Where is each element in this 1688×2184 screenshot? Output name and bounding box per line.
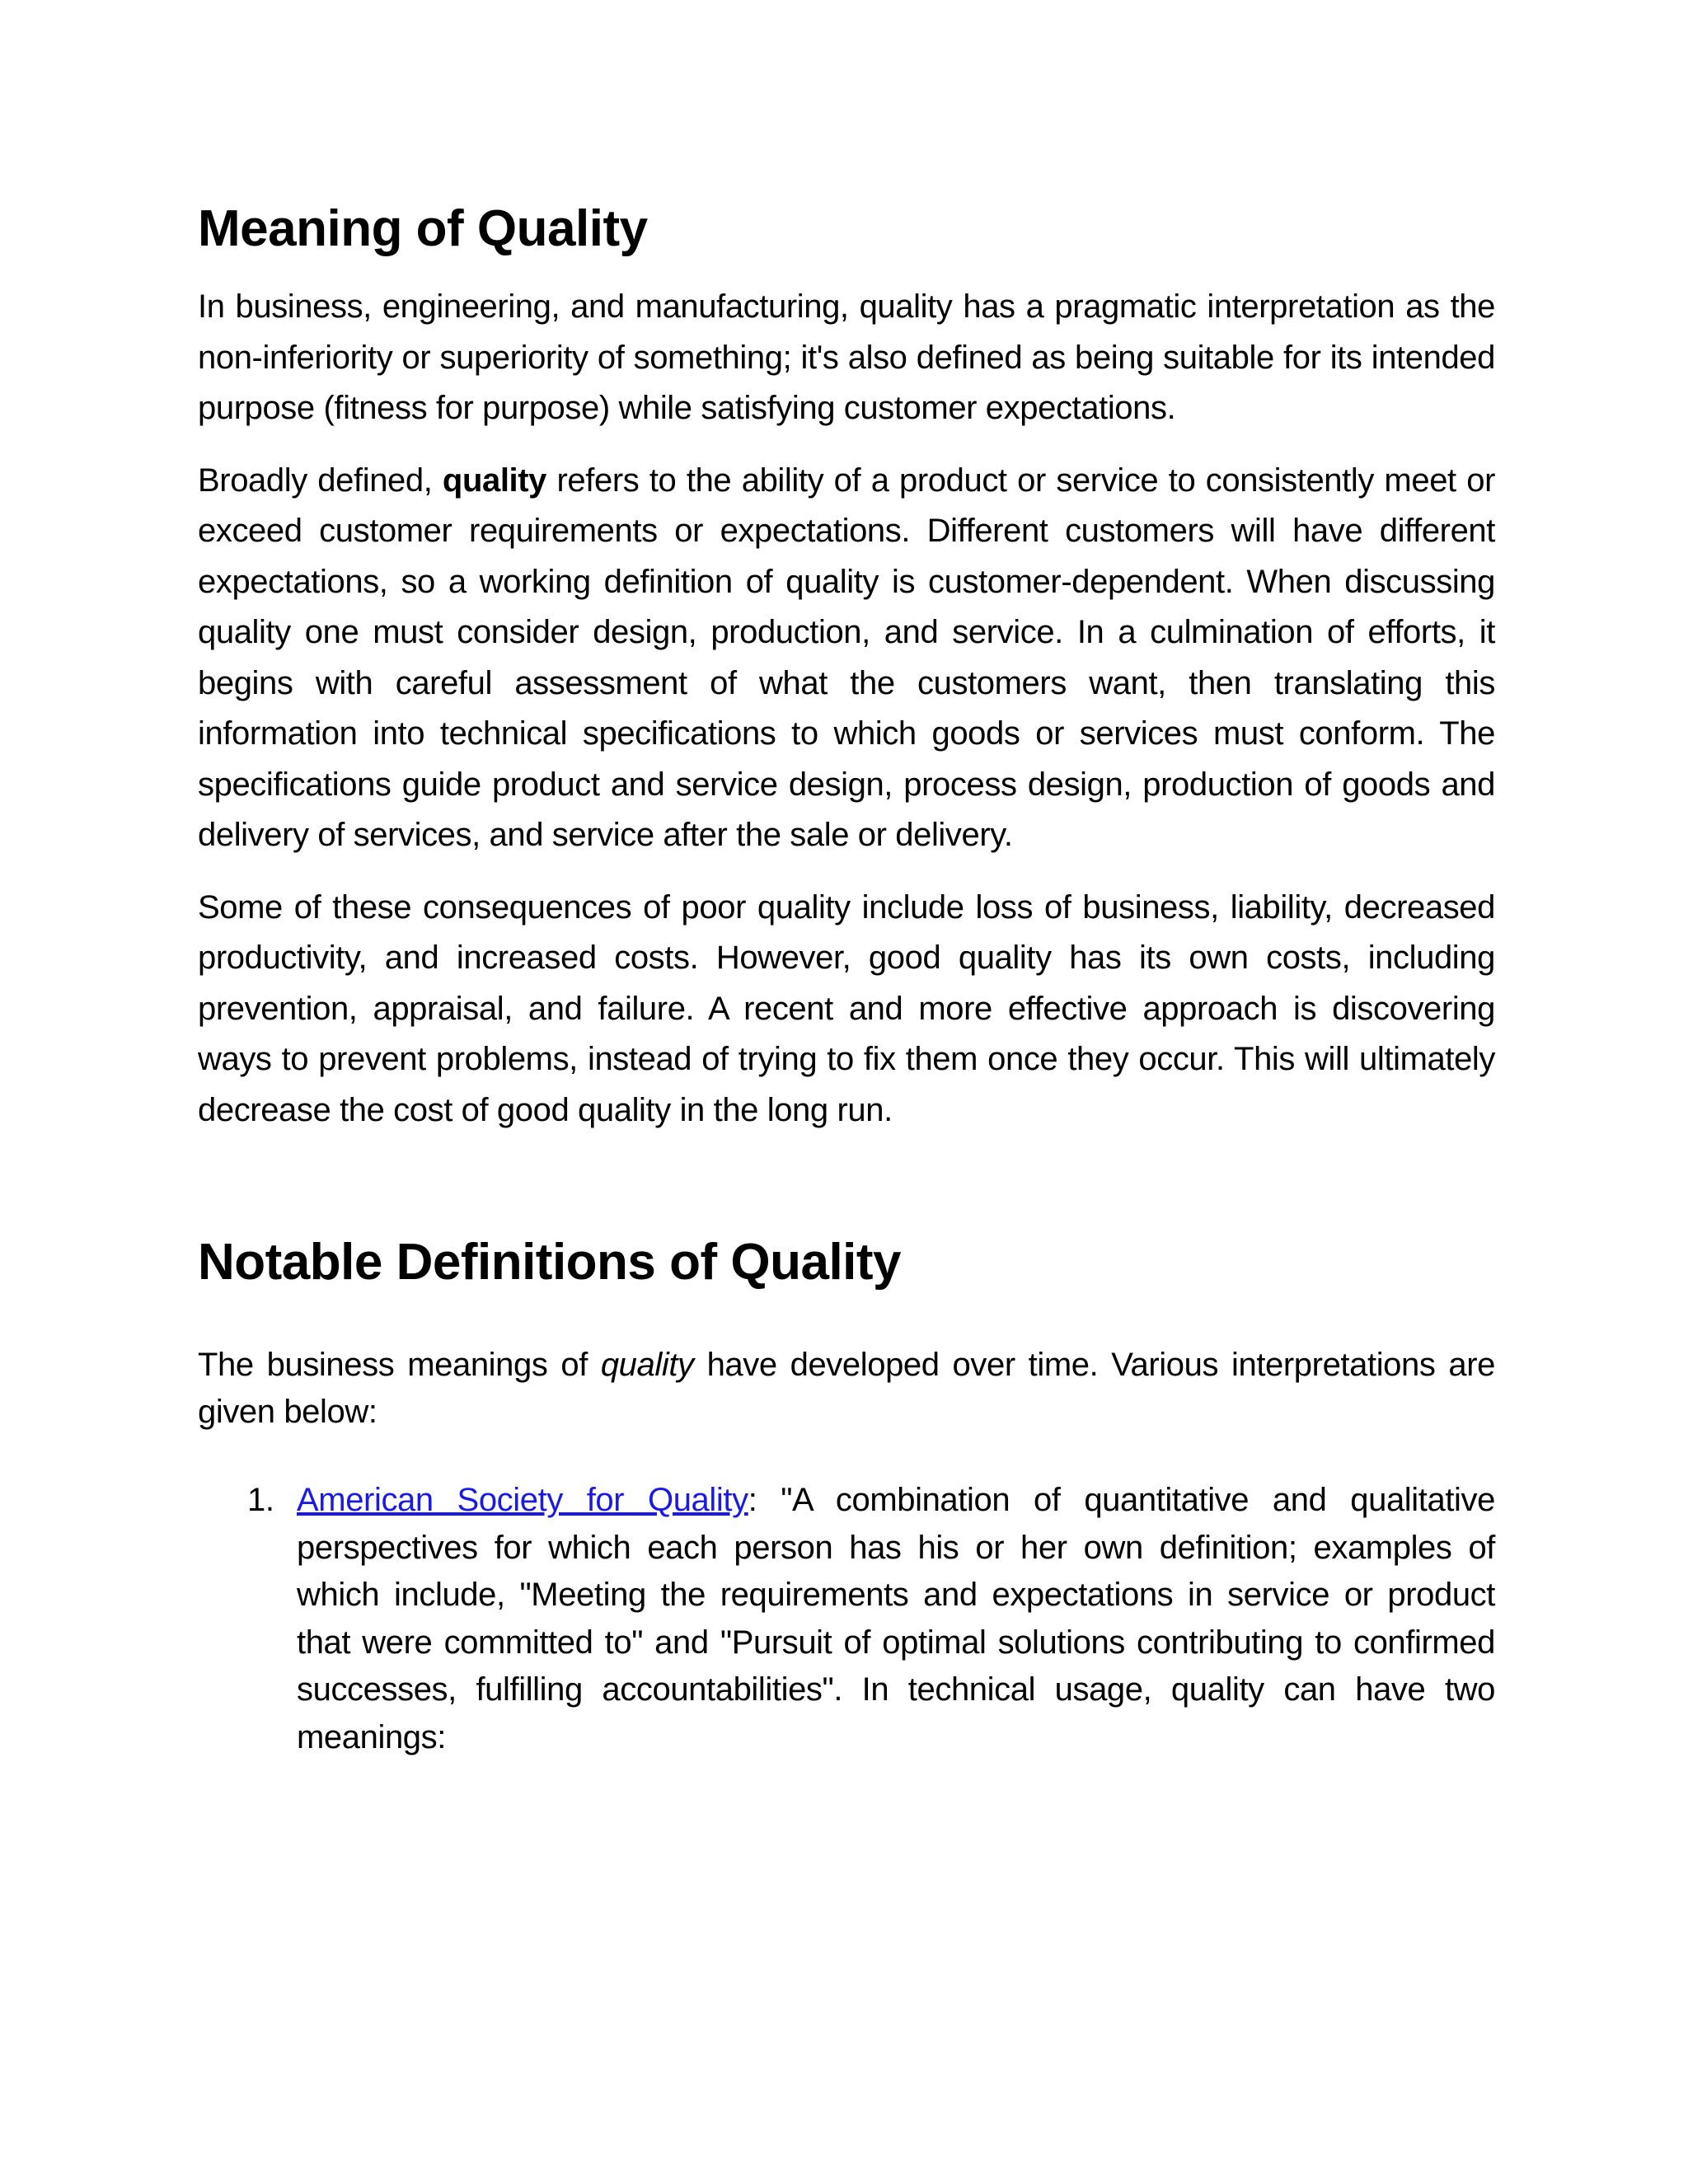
paragraph-body-text: refers to the ability of a product or service to consistently meet or exceed customer requirements or expectations. Different customers will have different expectations, so a working definition of quality is customer-dependent. When discussing quality one must consider design, production, and service. In a culmination of efforts, it begins with careful assessment of what the customers want, then translating this information into technical specifications to which goods or services must conform. The specifications guide product and service design, process design, production of goods and delivery of services, and service after the sale or delivery. xyxy=(198,462,1495,853)
intro-lead-text: The business meanings of xyxy=(198,1347,601,1383)
paragraph-broadly-defined xyxy=(198,456,1495,861)
list-item xyxy=(198,1477,1495,1761)
paragraph-business-meanings xyxy=(198,1342,1495,1436)
paragraph-consequences: Some of these consequences of poor quality include loss of business, liability, decreased productivity, and increased costs. However, good quality has its own costs, including prevention, appraisal, and failure. A recent and more effective approach is discovering ways to prevent problems, instead of trying to fix them once they occur. This will ultimately decrease the cost of good quality in the long run. xyxy=(198,888,1495,1128)
paragraph-lead-text: Broadly defined, xyxy=(198,462,443,499)
bold-term-quality: quality xyxy=(442,462,547,499)
link-american-society-for-quality[interactable]: American Society for Quality xyxy=(297,1482,748,1518)
document-page xyxy=(198,198,1495,1761)
list-item-text: : "A combination of quantitative and qualitative perspectives for which each person has his or her own definition; examples of which include, "Meeting the requirements and expectations in service or product that were committed to" and "Pursuit of optimal solutions contributing to confirmed successes, fulfilling accountabilities". In technical usage, quality can have two meanings: xyxy=(297,1482,1495,1755)
intro-rest-text: have developed over time. Various interpretations are given below: xyxy=(198,1347,1495,1430)
italic-term-quality: quality xyxy=(600,1347,694,1383)
heading-notable-definitions: Notable Definitions of Quality xyxy=(198,1234,902,1291)
paragraph-pragmatic-interpretation: In business, engineering, and manufacturing, quality has a pragmatic interpretation as the non-inferiority or superiority of something; it's also defined as being suitable for its intended purpose (fitness for purpose) while satisfying customer expectations. xyxy=(198,288,1495,426)
definitions-list xyxy=(198,1477,1495,1761)
heading-meaning-of-quality: Meaning of Quality xyxy=(198,200,648,257)
list-item-number: 1. xyxy=(247,1482,274,1518)
